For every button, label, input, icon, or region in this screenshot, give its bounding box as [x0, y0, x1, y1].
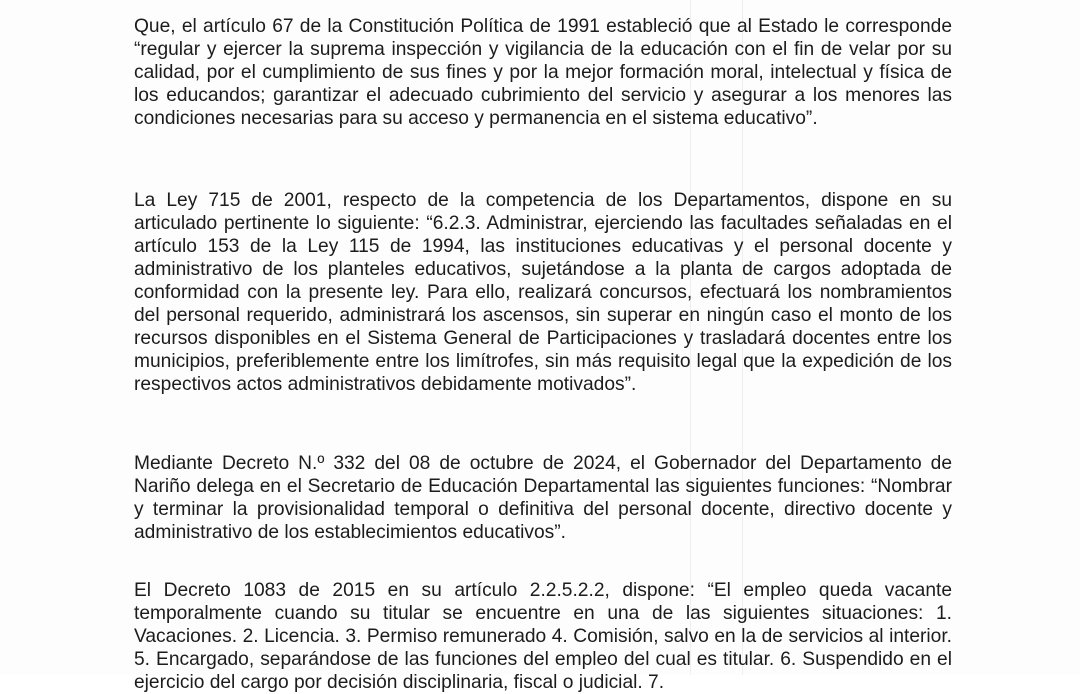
paragraph-ley-715: La Ley 715 de 2001, respecto de la competencia de los Departamentos, dispone en su articulado pertinente lo siguiente: “6.2.3. Administrar, ejerciendo las facultades señaladas en el artículo 153 de la Ley 115 de 1994, las instituciones educativas y el personal docente y administrativo de los planteles educativos, sujetándose a la planta de cargos adoptada de conformidad con la presente ley. Para ello, realizará concursos, efectuará los nombramientos del personal requerido, administrará los ascensos, sin superar en ningún caso el monto de los recursos disponibles en el Sistema General de Participaciones y trasladará docentes entre los municipios, preferiblemente entre los limítrofes, sin más requisito legal que la expedición de los respectivos actos administrativos debidamente motivados”. [134, 190, 952, 396]
paragraph-articulo-67: Que, el artículo 67 de la Constitución Política de 1991 estableció que al Estado le corresponde “regular y ejercer la suprema inspección y vigilancia de la educación con el fin de velar por su calidad, por el cumplimiento de sus fines y por la mejor formación moral, intelectual y física de los educandos; garantizar el adecuado cubrimiento del servicio y asegurar a los menores las condiciones necesarias para su acceso y permanencia en el sistema educativo”. [134, 16, 952, 130]
paragraph-decreto-1083: El Decreto 1083 de 2015 en su artículo 2.2.5.2.2, dispone: “El empleo queda vacante temporalmente cuando su titular se encuentre en una de las siguientes situaciones: 1. Vacaciones. 2. Licencia. 3. Permiso remunerado 4. Comisión, salvo en la de servicios al interior. 5. Encargado, separándose de las funciones del empleo del cual es titular. 6. Suspendido en el ejercicio del cargo por decisión disciplinaria, fiscal o judicial. 7. [134, 580, 952, 694]
paragraph-decreto-332: Mediante Decreto N.º 332 del 08 de octubre de 2024, el Gobernador del Departamento de Nariño delega en el Secretario de Educación Departamental las siguientes funciones: “Nombrar y terminar la provisionalidad temporal o definitiva del personal docente, directivo docente y administrativo de los establecimientos educativos”. [134, 453, 952, 544]
